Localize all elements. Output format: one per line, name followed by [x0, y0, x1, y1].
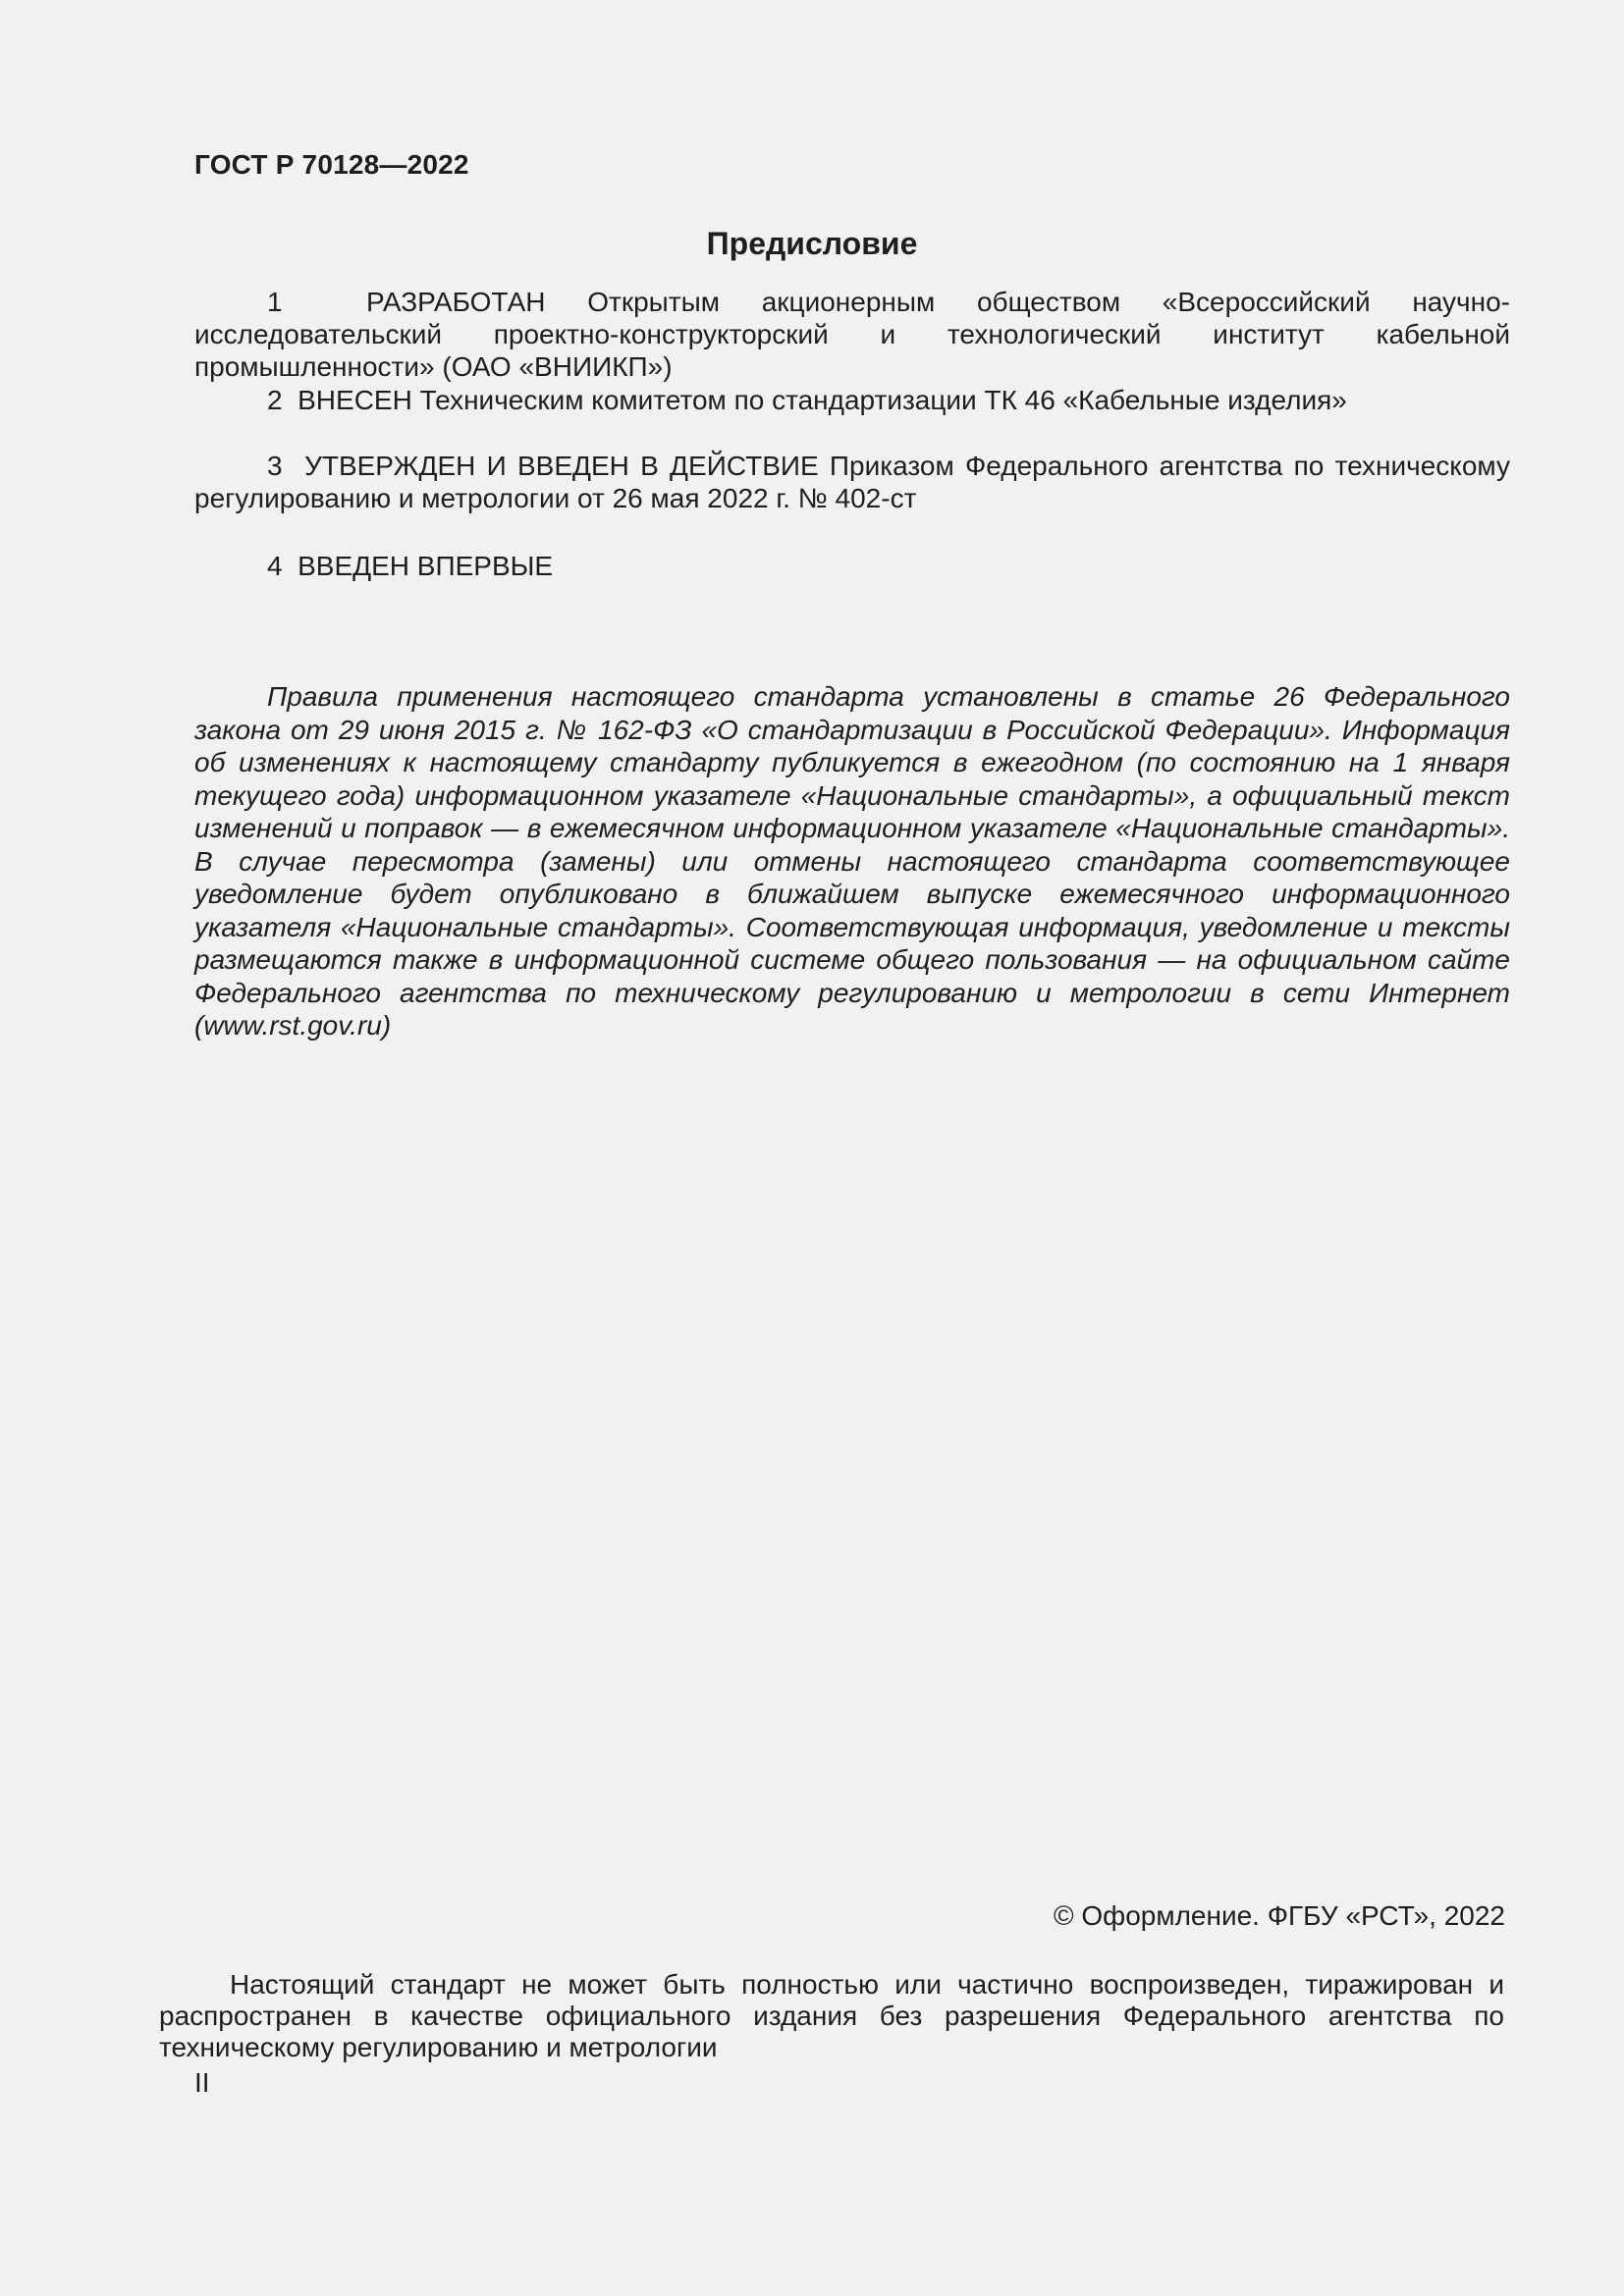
standard-code-header: ГОСТ Р 70128—2022 [194, 149, 469, 180]
application-rules-notice: Правила применения настоящего стандарта установлены в статье 26 Федерального закона от 29 июня 2015 г. № 162-ФЗ «О стандартизации в Российской Федерации». Информация об изменениях к настоящему стандарту публикуется в ежегодном (по состоянию на 1 января текущего года) информационном указателе «Национальные стандарты», а официальный текст изменений и поправок — в ежемесячном информационном указателе «Национальные стандарты». В случае пересмотра (замены) или отмены настоящего стандарта соответствующее уведомление будет опубликовано в ближайшем выпуске ежемесячного информационного указателя «Национальные стандарты». Соответствующая информация, уведомление и тексты размещаются также в информационной системе общего пользования — на официальном сайте Федерального агентства по техническому регулированию и метрологии в сети Интернет (www.rst.gov.ru) [194, 681, 1510, 1041]
clause-approved-by: 3 УТВЕРЖДЕН И ВВЕДЕН В ДЕЙСТВИЕ Приказом Федерального агентства по техническому регулированию и метрологии от 26 мая 2022 г. № 402-ст [194, 451, 1510, 513]
clause-developed-by: 1 РАЗРАБОТАН Открытым акционерным обществом «Всероссийский научно-исследовательский проектно-конструкторский и технологический институт кабельной промышленности» (ОАО «ВНИИКП») [194, 287, 1510, 382]
copyright-line: © Оформление. ФГБУ «РСТ», 2022 [1053, 1900, 1505, 1931]
clause-submitted-by: 2 ВНЕСЕН Техническим комитетом по стандартизации ТК 46 «Кабельные изделия» [267, 385, 1347, 415]
clause-introduced-first-time: 4 ВВЕДЕН ВПЕРВЫЕ [267, 551, 554, 581]
foreword-title: Предисловие [706, 226, 918, 261]
page-number: II [194, 2067, 210, 2098]
reproduction-restriction-note: Настоящий стандарт не может быть полностью или частично воспроизведен, тиражирован и распространен в качестве официального издания без разрешения Федерального агентства по техническому регулированию и метрологии [159, 1969, 1504, 2062]
